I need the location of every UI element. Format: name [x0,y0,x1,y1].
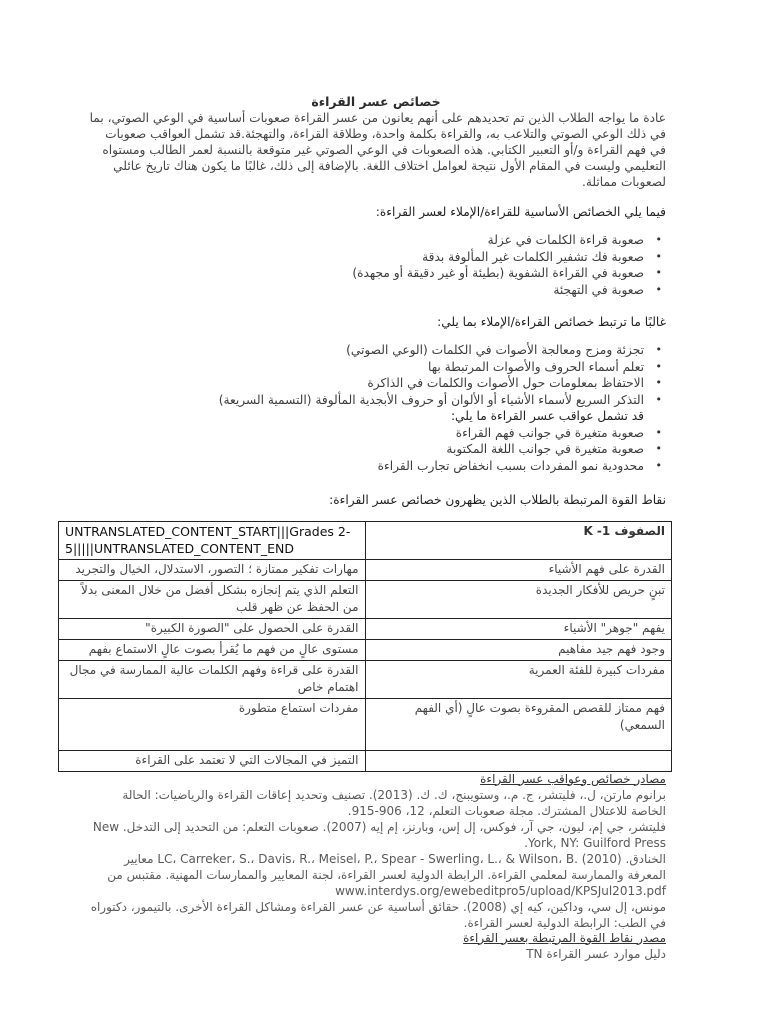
consequences-list [86,425,666,475]
table-cell: القدرة على الحصول على "الصورة الكبيرة" [59,618,366,639]
associated-heading: غالبًا ما ترتبط خصائص القراءة/الإملاء بما يلي: [437,315,666,330]
reference-item: مونس، إل سي، وداكين، كيه إي (2008). حقائق أساسية عن عسر القراءة ومشاكل القراءة الأخرى. بالتيمور، دكتوراه في الطب: الرابطة الدولية لعسر القراءة. [90,899,666,930]
table-cell: وجود فهم جيد مفاهيم [365,639,672,660]
intro-paragraph: عادة ما يواجه الطلاب الذين تم تحديدهم على أنهم يعانون من عسر القراءة صعوبات أساسية في الوعي الصوتي، بما في ذلك الوعي الصوتي والتلاعب به، والقراءة بكلمة واحدة، وطلاقة القراءة، والتهجئة.قد تشمل العواقب صعوبات في فهم القراءة و/أو التعبير الكتابي. هذه الصعوبات في الوعي الصوتي غير متوقعة بالنسبة لعمر الطالب ومستواه التعليمي وليست في المقام الأول نتيجة لعوامل اختلاف اللغة. بالإضافة إلى ذلك، غالبًا ما يكون هناك تاريخ عائلي لصعوبات مماثلة. [89,111,666,189]
list-item: • تجزئة ومزج ومعالجة الأصوات في الكلمات (الوعي الصوتي) [86,342,644,359]
document-page [65,92,666,962]
table-header-row [59,521,672,559]
table-cell: القدرة على فهم الأشياء [365,559,672,580]
table-row [59,618,672,639]
table-row [59,639,672,660]
list-item: • صعوبة في التهجئة [86,282,644,299]
reference-item: برانوم مارتن، ل.، فليتشر، ج. م.، وستويبنج، ك. ك. (2013). تصنيف وتحديد إعاقات القراءة والرياضيات: الحالة الخاصة للاعتلال المشترك. مجلة صعوبات التعلم، 12، 906-915. [122,787,666,818]
header-grades-2-5: UNTRANSLATED_CONTENT_START|||Grades 2-5|||||UNTRANSLATED_CONTENT_END [59,521,366,559]
table-cell: التميز في المجالات التي لا تعتمد على القراءة [59,750,366,771]
table-cell: التعلم الذي يتم إنجازه بشكل أفضل من خلال المعنى بدلاً من الحفظ عن ظهر قلب [59,580,366,618]
table-cell: يفهم "جوهر" الأشياء [365,618,672,639]
list-item: • صعوبة في القراءة الشفوية (بطيئة أو غير دقيقة أو مجهدة) [86,265,644,282]
table-cell: القدرة على قراءة وفهم الكلمات عالية الممارسة في مجال اهتمام خاص [59,660,366,698]
references-title: مصادر خصائص وعواقب عسر القراءة [480,771,666,786]
list-item: • صعوبة متغيرة في جوانب اللغة المكتوبة [86,441,644,458]
table-cell: مفردات كبيرة للفئة العمرية [365,660,672,698]
table-row [59,750,672,771]
header-grades-k1: الصفوف K -1 [365,521,672,559]
table-cell: مستوى عالٍ من فهم ما يُقرأ بصوت عالٍ الاستماع بفهم [59,639,366,660]
list-item: • التذكر السريع لأسماء الأشياء أو الألوان أو حروف الأبجدية المألوفة (التسمية السريعة) [86,392,644,409]
strengths-table [58,521,672,772]
strengths-source-title: مصدر نقاط القوة المرتبطة بعسر القراءة [463,930,666,945]
table-cell: تبنٍ حريص للأفكار الجديدة [365,580,672,618]
reference-item: فليتشر، جي إم، ليون، جي آر، فوكس، إل إس، وبارنز، إم إيه (2007). صعوبات التعلم: من التحديد إلى التدخل. New York, NY: Guilford Press. [92,819,666,850]
table-cell: مفردات استماع متطورة [59,698,366,750]
strengths-source: دليل موارد عسر القراءة TN [526,946,666,961]
table-row [59,660,672,698]
list-item: • تعلم أسماء الحروف والأصوات المرتبطة بها [86,359,644,376]
references-section [86,772,666,962]
primary-list [86,232,666,298]
list-item: • صعوبة متغيرة في جوانب فهم القراءة [86,425,644,442]
list-item: • صعوبة قراءة الكلمات في عزلة [86,232,644,249]
list-item: • الاحتفاظ بمعلومات حول الأصوات والكلمات في الذاكرة [86,375,644,392]
table-row [59,698,672,750]
table-cell [365,750,672,771]
reference-item: الخنادق. LC، Carreker، S.، Davis، R.، Meisel، P.، Spear - Swerling، L.، & Wilson، B. (2010) معايير المعرفة والممارسة لمعلمي القراءة. الرابطة الدولية لعسر القراءة، لجنة المعايير والممارسات المهنية. مقتبس من www.interdys.org/ewebeditpro5/upload/KPSJul2013.pdf [107,851,666,898]
consequences-heading: قد تشمل عواقب عسر القراءة ما يلي: [450,409,644,424]
table-cell: فهم ممتاز للقصص المقروءة بصوت عالٍ (أي الفهم السمعي) [365,698,672,750]
associated-list [86,342,666,408]
strengths-heading: نقاط القوة المرتبطة بالطلاب الذين يظهرون خصائص عسر القراءة: [329,493,666,508]
table-row [59,559,672,580]
table-row [59,580,672,618]
list-item: • صعوبة فك تشفير الكلمات غير المألوفة بدقة [86,249,644,266]
list-item: • محدودية نمو المفردات بسبب انخفاض تجارب القراءة [86,458,644,475]
document-title: خصائص عسر القراءة [311,94,441,109]
table-cell: مهارات تفكير ممتازة ؛ التصور، الاستدلال، الخيال والتجريد [59,559,366,580]
primary-heading: فيما يلي الخصائص الأساسية للقراءة/الإملاء لعسر القراءة: [375,205,666,219]
